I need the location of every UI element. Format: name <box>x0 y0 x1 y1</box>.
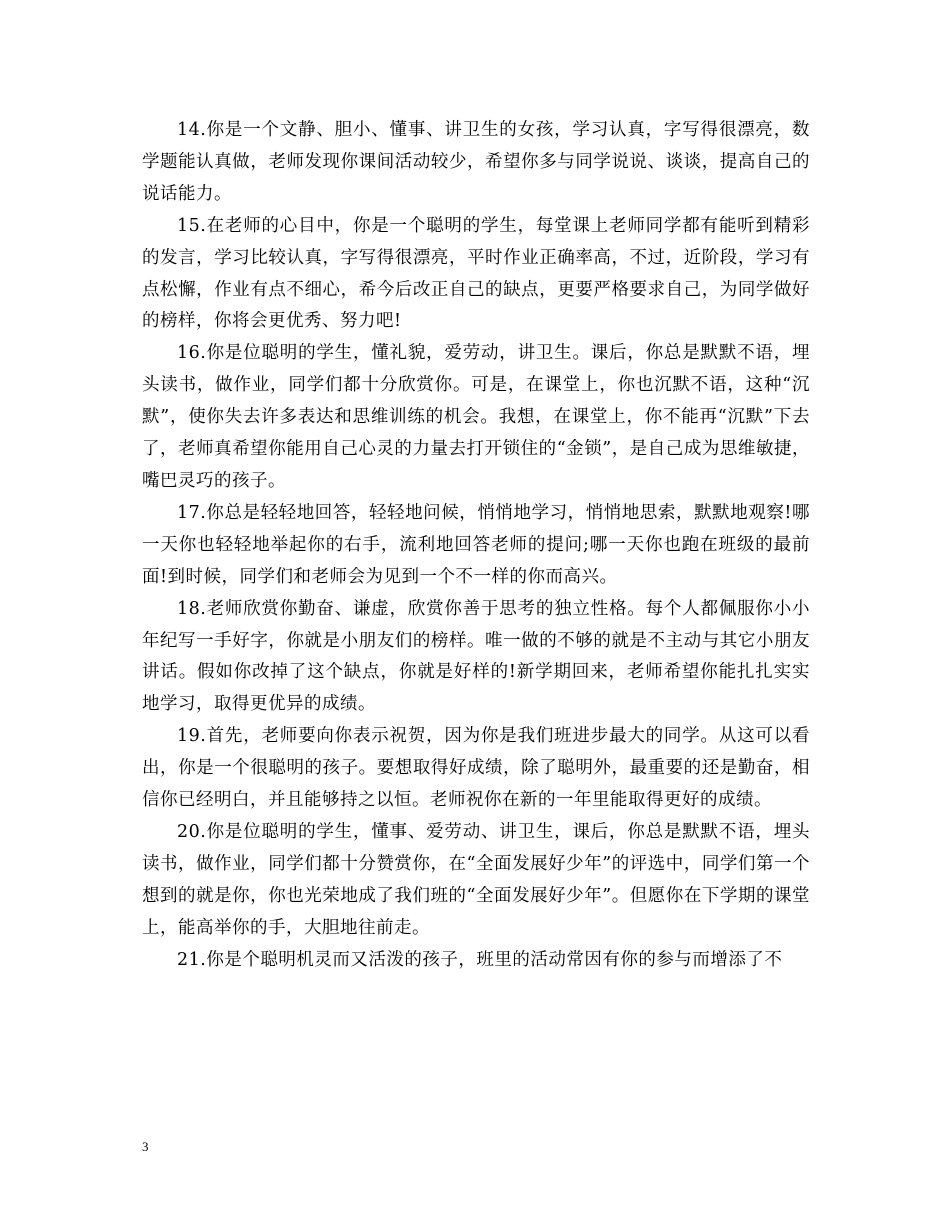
comment-paragraph-20: 20.你是位聪明的学生，懂事、爱劳动、讲卫生，课后，你总是默默不语，埋头读书，做作业，同学们都十分赞赏你，在“全面发展好少年”的评选中，同学们第一个想到的就是你，你也光荣地成了我们班的“全面发展好少年”。但愿你在下学期的课堂上，能高举你的手，大胆地往前走。 <box>142 821 810 938</box>
comment-paragraph-21: 21.你是个聪明机灵而又活泼的孩子，班里的活动常因有你的参与而增添了不 <box>177 949 783 970</box>
comment-paragraph-18: 18.老师欣赏你勤奋、谦虚，欣赏你善于思考的独立性格。每个人都佩服你小小年纪写一手好字，你就是小朋友们的榜样。唯一做的不够的就是不主动与其它小朋友讲话。假如你改掉了这个缺点，你就是好样的!新学期回来，老师希望你能扎扎实实地学习，取得更优异的成绩。 <box>142 598 810 715</box>
comment-paragraph-17: 17.你总是轻轻地回答，轻轻地问候，悄悄地学习，悄悄地思索，默默地观察!哪一天你也轻轻地举起你的右手，流利地回答老师的提问;哪一天你也跑在班级的最前面!到时候，同学们和老师会为见到一个不一样的你而高兴。 <box>142 502 810 587</box>
comment-paragraph-16: 16.你是位聪明的学生，懂礼貌，爱劳动，讲卫生。课后，你总是默默不语，埋头读书，做作业，同学们都十分欣赏你。可是，在课堂上，你也沉默不语，这种“沉默”，使你失去许多表达和思维训练的机会。我想，在课堂上，你不能再“沉默”下去了，老师真希望你能用自己心灵的力量去打开锁住的“金锁”，是自己成为思维敏捷，嘴巴灵巧的孩子。 <box>142 343 810 491</box>
document-body <box>142 115 810 976</box>
comment-paragraph-15: 15.在老师的心目中，你是一个聪明的学生，每堂课上老师同学都有能听到精彩的发言，学习比较认真，字写得很漂亮，平时作业正确率高，不过，近阶段，学习有点松懈，作业有点不细心，希今后改正自己的缺点，更要严格要求自己，为同学做好的榜样，你将会更优秀、努力吧! <box>142 215 810 332</box>
comment-paragraph-14: 14.你是一个文静、胆小、懂事、讲卫生的女孩，学习认真，字写得很漂亮，数学题能认真做，老师发现你课间活动较少，希望你多与同学说说、谈谈，提高自己的说话能力。 <box>142 120 810 204</box>
page-number: 3 <box>142 1139 149 1154</box>
comment-paragraph-19: 19.首先，老师要向你表示祝贺，因为你是我们班进步最大的同学。从这可以看出，你是一个很聪明的孩子。要想取得好成绩，除了聪明外，最重要的还是勤奋，相信你已经明白，并且能够持之以恒。老师祝你在新的一年里能取得更好的成绩。 <box>142 726 810 811</box>
